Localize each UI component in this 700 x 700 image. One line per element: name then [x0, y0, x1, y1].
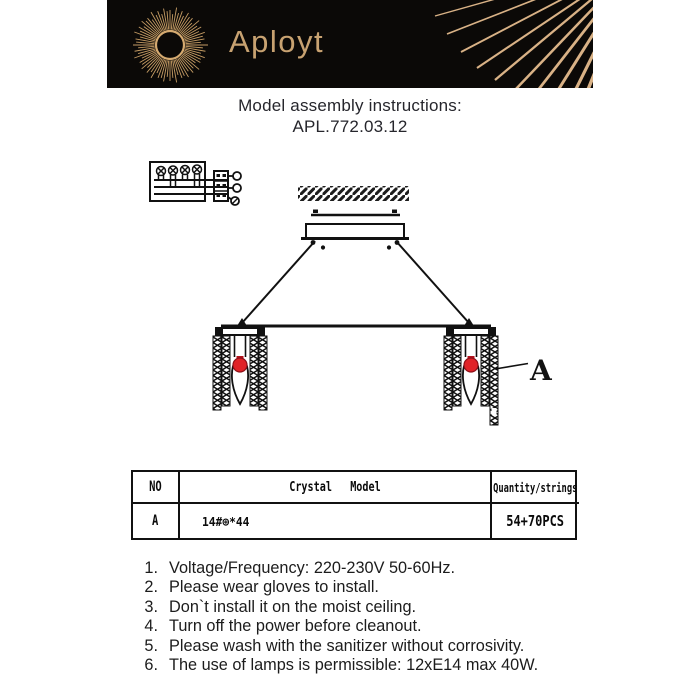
table-cell-model: 14#⊕*44	[180, 504, 492, 538]
item-number: 6.	[144, 656, 158, 675]
item-text: Please wash with the sanitizer without corrosivity.	[169, 636, 525, 655]
item-text: Turn off the power before cleanout.	[169, 617, 422, 636]
table-header-crystal-model: Crystal Model	[180, 472, 492, 504]
table-cell-no: A	[133, 504, 180, 538]
item-number: 5.	[144, 636, 158, 655]
canopy	[306, 224, 404, 238]
list-item	[138, 617, 538, 636]
list-item	[138, 598, 538, 617]
page-title: Model assembly instructions:	[238, 96, 462, 115]
list-item	[138, 637, 538, 656]
wire-ends	[228, 172, 241, 205]
ceiling-hatch	[298, 186, 409, 201]
ceiling-mount	[298, 186, 409, 250]
table-header-no: NO	[133, 472, 180, 504]
item-text: Voltage/Frequency: 220-230V 50-60Hz.	[169, 559, 456, 577]
table-header-quantity: Quantity/strings	[492, 472, 579, 504]
callout-label-a: A	[530, 354, 552, 387]
terminal-screws	[157, 165, 202, 187]
wiring-diagram	[150, 162, 241, 205]
lamp-left	[213, 328, 267, 410]
item-number: 3.	[144, 597, 158, 616]
list-item	[138, 656, 538, 675]
table-cell-quantity: 54+70PCS	[506, 512, 565, 530]
crystal-connector	[492, 408, 497, 415]
suspension-wires	[242, 241, 469, 323]
item-text: Don`t install it on the moist ceiling.	[169, 597, 417, 616]
item-number: 1.	[144, 559, 158, 577]
instruction-list	[138, 559, 538, 675]
item-number: 4.	[144, 617, 158, 636]
callout-line	[495, 364, 528, 370]
item-text: The use of lamps is permissible: 12xE14 max 40W.	[169, 656, 539, 675]
brand-logo-text: Aployt	[229, 24, 325, 59]
parts-table	[131, 470, 577, 540]
item-number: 2.	[144, 578, 158, 597]
model-number: APL.772.03.12	[292, 117, 408, 136]
list-item	[138, 559, 538, 578]
item-text: Please wear gloves to install.	[169, 578, 379, 597]
list-item	[138, 578, 538, 597]
